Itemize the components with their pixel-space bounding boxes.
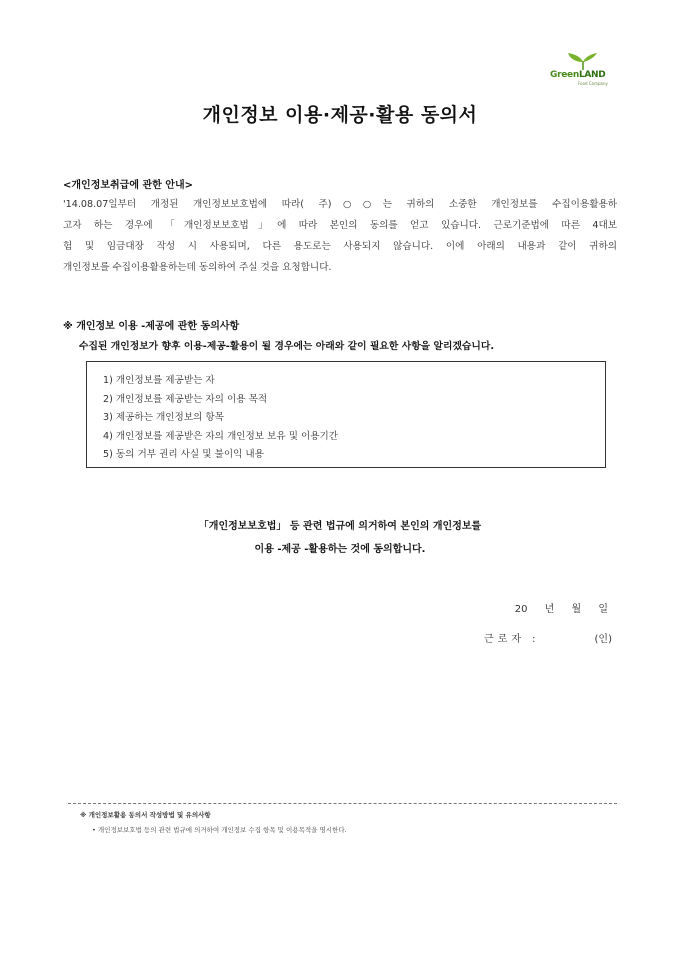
guide-paragraph (63, 194, 617, 278)
worker-label: 근로자 : (484, 634, 540, 645)
consent-item: 1) 개인정보를 제공받는 자 (103, 375, 215, 386)
consent-item: 4) 개인정보를 제공받은 자의 개인정보 보유 및 이용기간 (103, 430, 339, 442)
agreement-line-1: 「개인정보보호법」 등 관련 법규에 의거하여 본인의 개인정보를 (198, 521, 482, 532)
consent-item: 3) 제공하는 개인정보의 항목 (103, 412, 224, 424)
consent-item: 2) 개인정보를 제공받는 자의 이용 목적 (103, 393, 268, 405)
guide-line: '14.08.07일부터 개정된 개인정보보호법에 따라( 주)○○는 귀하의 소중한 개인정보를 수집이용활용하 (63, 199, 617, 210)
agreement-line-2: 이용 -제공 -활용하는 것에 동의합니다. (254, 544, 426, 555)
guide-line: 험 및 임금대장 작성 시 사용되며, 다른 용도로는 사용되지 않습니다. 이에 아래의 내용과 같이 귀하의 (63, 241, 617, 252)
guide-line: 개인정보를 수집이용활용하는데 동의하여 주실 것을 요청합니다. (63, 262, 332, 273)
guide-heading: <개인정보취급에 관한 안내> (63, 180, 193, 191)
seal-mark: (인) (594, 634, 612, 645)
logo-wordmark (550, 70, 605, 80)
footnote-body: • 개인정보보호법 등의 관련 법규에 의거하여 개인정보 수집 항목 및 이용목적을 명시한다. (92, 826, 347, 834)
logo-tagline: Food Company (578, 81, 608, 86)
logo-green: Green (550, 70, 579, 80)
consent-subheading: 수집된 개인정보가 향후 이용-제공-활용이 될 경우에는 아래와 같이 필요한 사항을 알리겠습니다. (79, 341, 495, 352)
footnote-heading: ※ 개인정보활용 동의서 작성방법 및 유의사항 (80, 811, 211, 819)
consent-item: 5) 동의 거부 권리 사실 및 불이익 내용 (103, 449, 264, 461)
guide-line: 고자 하는 경우에 「개인정보보호법」에 따라 본인의 동의를 얻고 있습니다. 근로기준법에 따른 4대보 (63, 220, 617, 231)
consent-heading: ※ 개인정보 이용 -제공에 관한 동의사항 (63, 321, 240, 332)
sprout-icon (566, 52, 600, 70)
consent-items-box (86, 361, 606, 468)
signature-date: 20 년 월 일 (514, 604, 608, 615)
agreement-statement (0, 515, 680, 561)
logo-land: LAND (578, 70, 606, 80)
footnote-divider (68, 803, 617, 804)
worker-signature (484, 630, 612, 645)
greenland-logo (548, 52, 618, 86)
document-title: 개인정보 이용·제공·활용 동의서 (202, 104, 478, 126)
